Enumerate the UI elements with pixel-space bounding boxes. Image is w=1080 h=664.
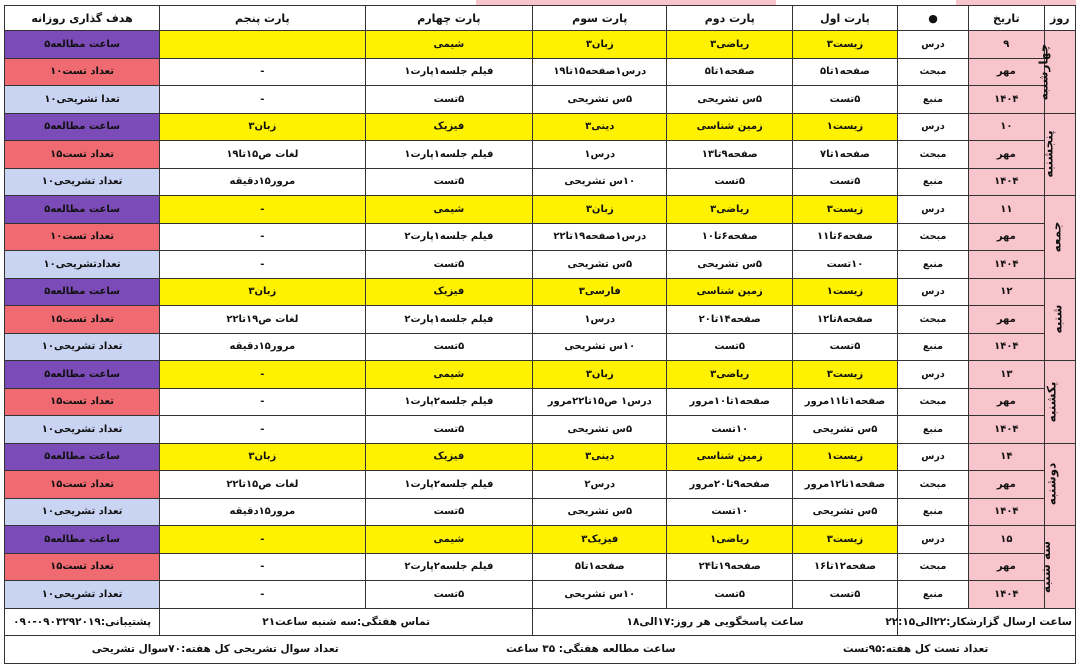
daily-goal-cell: ساعت مطالعه۵ [5,443,160,471]
part-cell-p4: ۵تست [365,251,533,279]
part-cell-p2: ۱۰تست [667,416,793,444]
row-type: منبع [897,86,968,114]
part-cell-p3: ۱۰س تشریحی [533,168,667,196]
plan-row [5,388,1076,416]
row-type: درس [897,443,968,471]
row-type: منبع [897,498,968,526]
part-cell-p4: فیزیک [365,443,533,471]
part-cell-p3: درس۱ [533,306,667,334]
part-cell-p5: زبان۳ [160,113,365,141]
part-cell-p1: زیست۱ [793,278,898,306]
row-type: مبحث [897,58,968,86]
part-cell-p4: فیلم جلسه۱پارت۱ [365,58,533,86]
part-cell-p2: ریاضی۱ [667,526,793,554]
part-cell-p1: صفحه۱تا۵ [793,58,898,86]
plan-row [5,581,1076,609]
date-cell: ۱۲ [969,278,1044,306]
part-cell-p4: شیمی [365,361,533,389]
plan-row [5,223,1076,251]
date-cell: ۱۴۰۴ [969,333,1044,361]
plan-row [5,361,1076,389]
part-cell-p4: شیمی [365,31,533,59]
part-cell-p4: ۵تست [365,168,533,196]
part-cell-p2: صفحه۹تا۱۳ [667,141,793,169]
daily-goal-cell: تعداد تست۱۵ [5,306,160,334]
row-type: درس [897,113,968,141]
plan-row [5,526,1076,554]
plan-row [5,498,1076,526]
plan-row [5,168,1076,196]
date-cell: ۹ [969,31,1044,59]
part-cell-p5: - [160,86,365,114]
part-cell-p3: صفحه۱تا۵ [533,553,667,581]
date-cell: ۱۰ [969,113,1044,141]
part-cell-p5: - [160,223,365,251]
row-type: درس [897,361,968,389]
part-cell-p3: ۵س تشریحی [533,251,667,279]
row-type: منبع [897,581,968,609]
part-cell-p2: صفحه۱تا۵ [667,58,793,86]
daily-goal-cell: تعداد تست۱۰ [5,58,160,86]
row-type: مبحث [897,388,968,416]
header-row [5,6,1076,31]
part-cell-p5: لغات ص۱۵تا۱۹ [160,141,365,169]
part-cell-p3: درس۱صفحه۱۵تا۱۹ [533,58,667,86]
row-type: مبحث [897,471,968,499]
header-part2: پارت دوم [667,6,793,31]
date-cell: ۱۴۰۴ [969,86,1044,114]
date-cell: ۱۴ [969,443,1044,471]
header-part1: پارت اول [793,6,898,31]
part-cell-p1: زیست۱ [793,113,898,141]
plan-row [5,31,1076,59]
part-cell-p4: شیمی [365,196,533,224]
daily-goal-cell: تعداد تشریحی۱۰ [5,416,160,444]
header-day: روز [1044,6,1075,31]
part-cell-p3: ۱۰س تشریحی [533,581,667,609]
plan-row [5,196,1076,224]
date-cell: ۱۴۰۴ [969,168,1044,196]
part-cell-p5: - [160,581,365,609]
part-cell-p4: ۵تست [365,86,533,114]
daily-goal-cell: تعداد تشریحی۱۰ [5,168,160,196]
date-cell: مهر [969,471,1044,499]
part-cell-p4: شیمی [365,526,533,554]
part-cell-p3: ۵س تشریحی [533,498,667,526]
part-cell-p2: صفحه۶تا۱۰ [667,223,793,251]
part-cell-p3: درس۲ [533,471,667,499]
part-cell-p5: - [160,388,365,416]
daily-goal-cell: تعدا تشریحی۱۰ [5,86,160,114]
part-cell-p3: درس۱ ص۱۵تا۲۲مرور [533,388,667,416]
date-cell: مهر [969,141,1044,169]
part-cell-p4: فیلم جلسه۲پارت۱ [365,471,533,499]
part-cell-p4: ۵تست [365,333,533,361]
part-cell-p3: ۵س تشریحی [533,86,667,114]
weekly-tests: تعداد تست کل هفته:۹۵تست [842,643,989,656]
daily-goal-cell: ساعت مطالعه۵ [5,278,160,306]
part-cell-p3: فارسی۳ [533,278,667,306]
part-cell-p2: ۵تست [667,581,793,609]
row-type: درس [897,278,968,306]
part-cell-p2: زمین شناسی [667,278,793,306]
plan-row [5,278,1076,306]
support-phone: پشتیبانی:۰۹۰۳۲۹۲۰۱۹-۰۹۰ [5,608,160,636]
part-cell-p2: ریاضی۳ [667,31,793,59]
header-part3: پارت سوم [533,6,667,31]
report-time: ساعت ارسال گزارشکار:۲۲الی۲۲:۱۵ [897,608,1075,636]
part-cell-p4: ۵تست [365,581,533,609]
part-cell-p2: ۵تست [667,168,793,196]
weekly-hours: ساعت مطالعه هفتگی: ۳۵ ساعت [506,643,676,656]
footer-info-row [5,608,1076,636]
row-type: منبع [897,416,968,444]
plan-row [5,251,1076,279]
part-cell-p4: ۵تست [365,416,533,444]
row-type: مبحث [897,553,968,581]
part-cell-p3: زبان۳ [533,31,667,59]
day-name [1044,443,1075,526]
part-cell-p4: فیلم جلسه۱پارت۱ [365,141,533,169]
part-cell-p4: فیزیک [365,113,533,141]
date-cell: ۱۴۰۴ [969,581,1044,609]
part-cell-p2: زمین شناسی [667,443,793,471]
date-cell: مهر [969,306,1044,334]
row-type: درس [897,196,968,224]
part-cell-p5: - [160,196,365,224]
part-cell-p5: زبان۳ [160,443,365,471]
part-cell-p5: - [160,553,365,581]
part-cell-p2: ۵س تشریحی [667,86,793,114]
daily-goal-cell: تعدادتشریحی۱۰ [5,251,160,279]
row-type: مبحث [897,306,968,334]
row-type: درس [897,31,968,59]
header-part4: پارت چهارم [365,6,533,31]
weekly-study-plan-table [4,5,1076,664]
part-cell-p1: زیست۳ [793,361,898,389]
part-cell-p3: زبان۳ [533,196,667,224]
daily-goal-cell: تعداد تست۱۵ [5,388,160,416]
day-name-label: یکشنبه [1044,381,1059,423]
part-cell-p4: فیزیک [365,278,533,306]
row-type: منبع [897,168,968,196]
part-cell-p2: ریاضی۳ [667,196,793,224]
part-cell-p5: - [160,251,365,279]
plan-row [5,141,1076,169]
day-name-label: چهارشنبه [1036,43,1051,101]
row-type: منبع [897,251,968,279]
part-cell-p5: لغات ص۱۹تا۲۲ [160,306,365,334]
day-name [1044,278,1075,361]
plan-row [5,553,1076,581]
part-cell-p2: زمین شناسی [667,113,793,141]
part-cell-p5: مرور۱۵دقیقه [160,498,365,526]
day-name [1044,361,1075,444]
part-cell-p1: ۵تست [793,581,898,609]
daily-goal-cell: ساعت مطالعه۵ [5,113,160,141]
footer-summary-row [5,636,1076,664]
daily-goal-cell: ساعت مطالعه۵ [5,361,160,389]
part-cell-p1: ۵تست [793,168,898,196]
day-name [1041,113,1075,196]
plan-row [5,443,1076,471]
part-cell-p1: ۵س تشریحی [793,498,898,526]
daily-goal-cell: تعداد تست۱۰ [5,223,160,251]
part-cell-p1: زیست۳ [793,196,898,224]
part-cell-p1: صفحه۱۲تا۱۶ [793,553,898,581]
part-cell-p1: ۱۰تست [793,251,898,279]
part-cell-p1: صفحه۸تا۱۲ [793,306,898,334]
part-cell-p3: زبان۳ [533,361,667,389]
part-cell-p1: ۵س تشریحی [793,416,898,444]
part-cell-p1: صفحه۶تا۱۱ [793,223,898,251]
date-cell: مهر [969,553,1044,581]
part-cell-p3: دینی۳ [533,443,667,471]
part-cell-p5: زبان۳ [160,278,365,306]
part-cell-p1: زیست۱ [793,443,898,471]
answer-time: ساعت پاسخگویی هر روز:۱۷الی۱۸ [533,608,898,636]
part-cell-p2: صفحه۱تا۱۰مرور [667,388,793,416]
daily-goal-cell: تعداد تست۱۵ [5,553,160,581]
part-cell-p3: فیزیک۳ [533,526,667,554]
date-cell: مهر [969,58,1044,86]
daily-goal-cell: ساعت مطالعه۵ [5,526,160,554]
day-name-label: سه شنبه [1038,540,1053,593]
row-type: درس [897,526,968,554]
part-cell-p2: صفحه۱۴تا۲۰ [667,306,793,334]
part-cell-p1: ۵تست [793,333,898,361]
part-cell-p2: ۵تست [667,333,793,361]
part-cell-p5: - [160,416,365,444]
part-cell-p4: فیلم جلسه۱پارت۲ [365,223,533,251]
plan-row [5,471,1076,499]
weekly-call: تماس هفتگی:سه شنبه ساعت۲۱ [160,608,533,636]
part-cell-p4: ۵تست [365,498,533,526]
part-cell-p3: ۵س تشریحی [533,416,667,444]
weekly-summary [5,636,1076,664]
part-cell-p1: صفحه۱تا۱۲مرور [793,471,898,499]
part-cell-p4: فیلم جلسه۲پارت۲ [365,553,533,581]
daily-goal-cell: تعداد تست۱۵ [5,141,160,169]
daily-goal-cell: تعداد تست۱۵ [5,471,160,499]
plan-row [5,113,1076,141]
part-cell-p3: دینی۳ [533,113,667,141]
part-cell-p2: ریاضی۳ [667,361,793,389]
date-cell: مهر [969,388,1044,416]
plan-row [5,333,1076,361]
date-cell: ۱۳ [969,361,1044,389]
date-cell: ۱۴۰۴ [969,416,1044,444]
daily-goal-cell: ساعت مطالعه۵ [5,31,160,59]
part-cell-p5: مرور۱۵دقیقه [160,168,365,196]
daily-goal-cell: ساعت مطالعه۵ [5,196,160,224]
part-cell-p3: درس۱ [533,141,667,169]
part-cell-p1: زیست۳ [793,31,898,59]
part-cell-p4: فیلم جلسه۲پارت۱ [365,388,533,416]
date-cell: ۱۴۰۴ [969,251,1044,279]
row-type: مبحث [897,223,968,251]
plan-row [5,86,1076,114]
part-cell-p1: ۵تست [793,86,898,114]
part-cell-p4: فیلم جلسه۱پارت۲ [365,306,533,334]
header-date: تاریخ [969,6,1044,31]
date-cell: ۱۱ [969,196,1044,224]
plan-row [5,416,1076,444]
part-cell-p2: ۵س تشریحی [667,251,793,279]
part-cell-p2: ۱۰تست [667,498,793,526]
part-cell-p3: درس۱صفحه۱۹تا۲۲ [533,223,667,251]
plan-row [5,58,1076,86]
part-cell-p1: صفحه۱تا۷ [793,141,898,169]
day-name [1036,31,1075,114]
part-cell-p1: صفحه۱تا۱۱مرور [793,388,898,416]
part-cell-p2: صفحه۹تا۲۰مرور [667,471,793,499]
header-daily-goal: هدف گذاری روزانه [5,6,160,31]
part-cell-p5: - [160,361,365,389]
part-cell-p3: ۱۰س تشریحی [533,333,667,361]
header-dot: ● [897,6,968,31]
part-cell-p5: مرور۱۵دقیقه [160,333,365,361]
daily-goal-cell: تعداد تشریحی۱۰ [5,581,160,609]
header-part5: پارت پنجم [160,6,365,31]
part-cell-p5 [160,31,365,59]
part-cell-p2: صفحه۱۹تا۲۴ [667,553,793,581]
daily-goal-cell: تعداد تشریحی۱۰ [5,333,160,361]
weekly-descriptive: تعداد سوال تشریحی کل هفته:۷۰سوال تشریحی [91,643,339,656]
plan-row [5,306,1076,334]
daily-goal-cell: تعداد تشریحی۱۰ [5,498,160,526]
part-cell-p5: - [160,58,365,86]
row-type: مبحث [897,141,968,169]
day-name-label: شنبه [1050,304,1065,334]
part-cell-p5: - [160,526,365,554]
day-name-label: دوشنبه [1043,463,1058,506]
day-name [1044,196,1075,279]
date-cell: ۱۴۰۴ [969,498,1044,526]
date-cell: ۱۵ [969,526,1044,554]
day-name [1038,526,1075,609]
day-name-label: پنجشنبه [1041,130,1056,178]
row-type: منبع [897,333,968,361]
part-cell-p1: زیست۳ [793,526,898,554]
day-name-label: جمعه [1049,221,1064,253]
part-cell-p5: لغات ص۱۵تا۲۲ [160,471,365,499]
date-cell: مهر [969,223,1044,251]
